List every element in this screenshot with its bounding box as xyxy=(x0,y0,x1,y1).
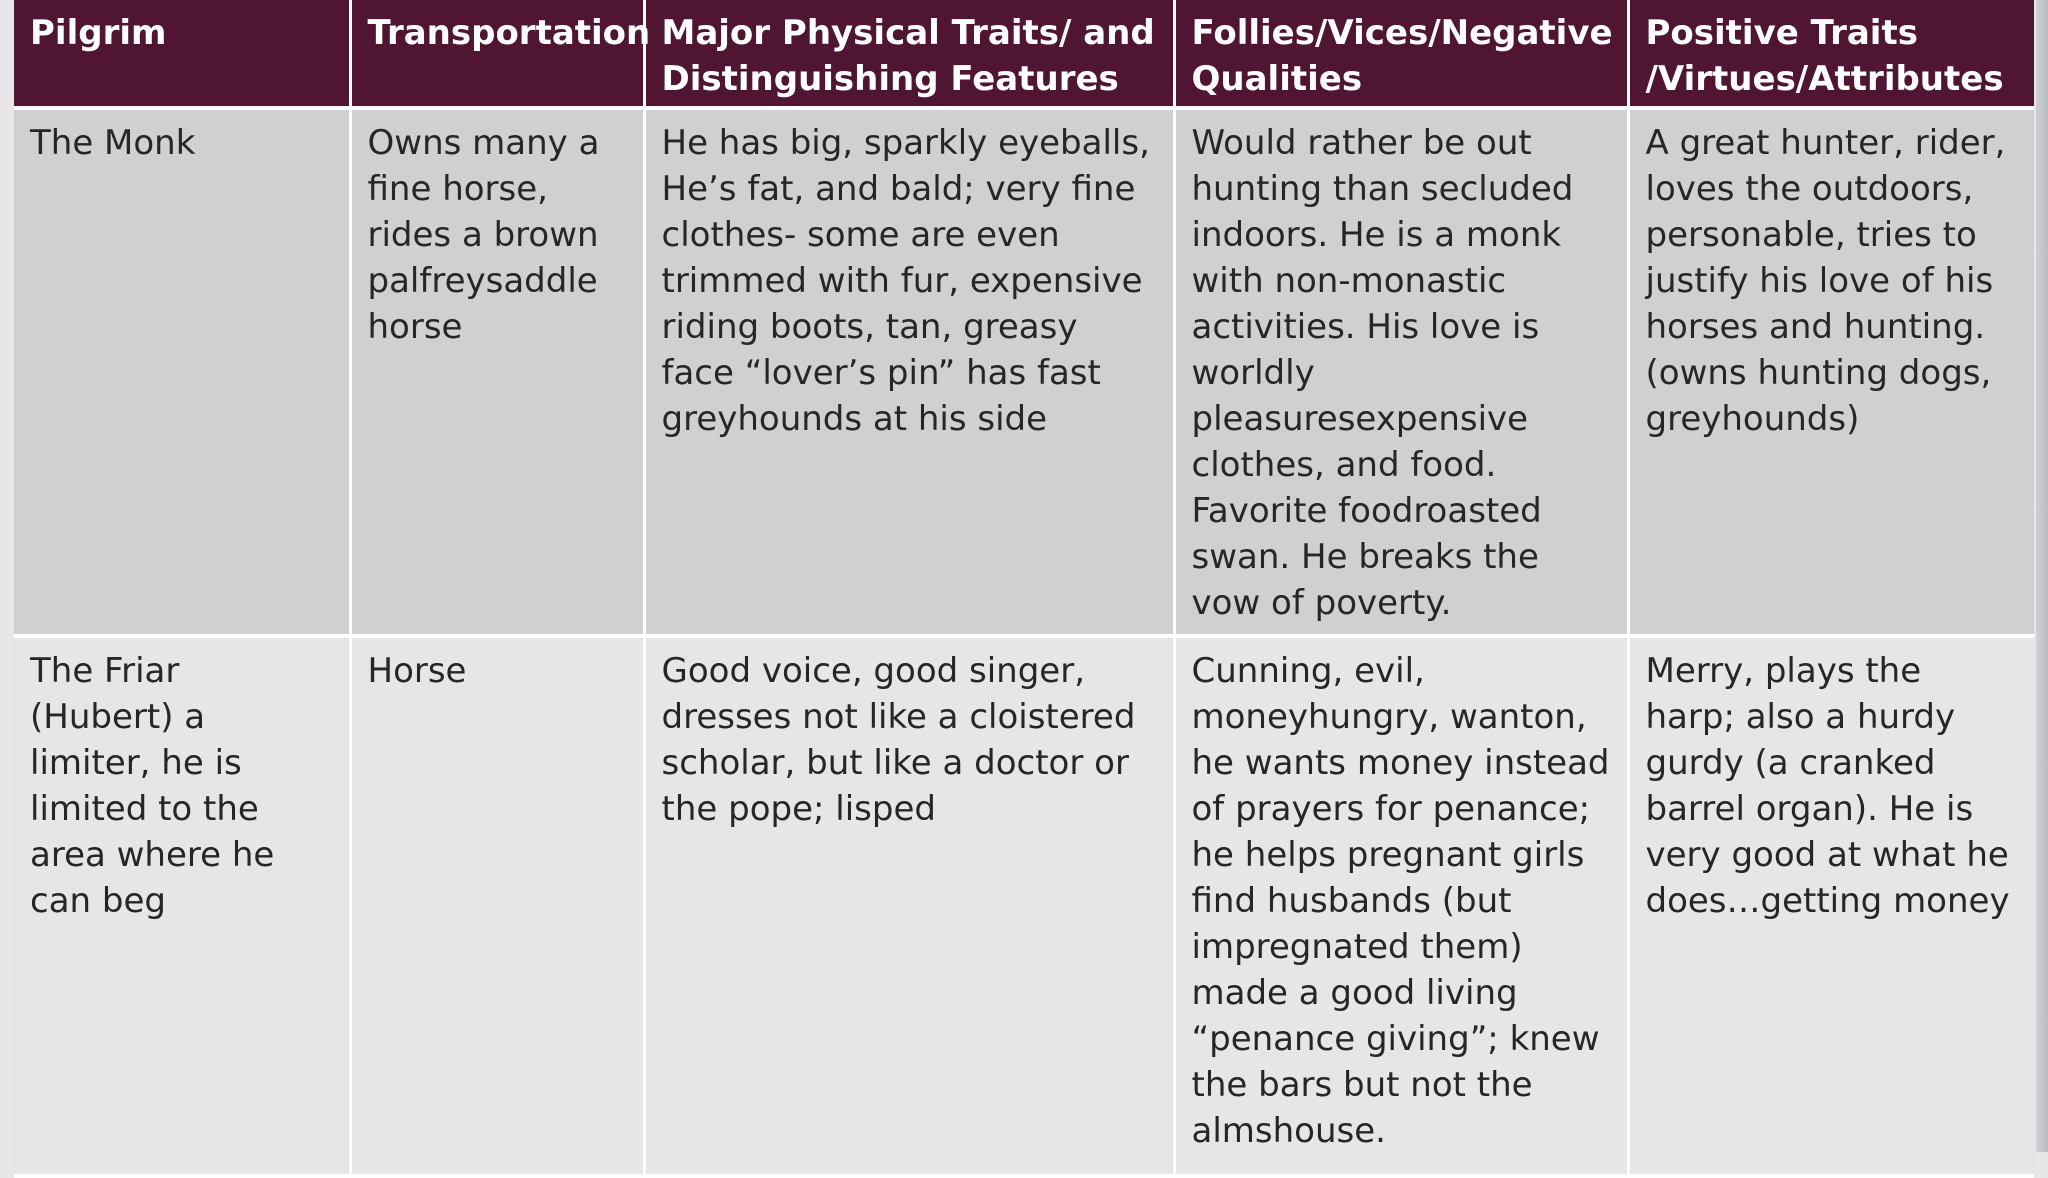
header-transportation: Transportation xyxy=(350,0,644,108)
cell-pilgrim: The Monk xyxy=(14,108,350,636)
cell-physical-traits: Good voice, good singer, dresses not like a cloistered scholar, but like a doctor or the pope; lisped xyxy=(644,636,1174,1176)
slide-edge xyxy=(2036,0,2048,1152)
cell-physical-traits: He has big, sparkly eyeballs, He’s fat, and bald; very fine clothes- some are even trimmed with fur, expensive riding boots, tan, greasy face “lover’s pin” has fast greyhounds at his side xyxy=(644,108,1174,636)
header-vices: Follies/Vices/Negative Qualities xyxy=(1174,0,1628,108)
header-row xyxy=(14,0,2034,108)
header-pilgrim: Pilgrim xyxy=(14,0,350,108)
table-row xyxy=(14,636,2034,1176)
header-physical-traits: Major Physical Traits/ and Distinguishing Features xyxy=(644,0,1174,108)
table-row xyxy=(14,108,2034,636)
cell-transportation: Horse xyxy=(350,636,644,1176)
pilgrims-table xyxy=(14,0,2034,1178)
cell-pilgrim: The Friar (Hubert) a limiter, he is limited to the area where he can beg xyxy=(14,636,350,1176)
table-header xyxy=(14,0,2034,108)
cell-vices: Cunning, evil, moneyhungry, wanton, he wants money instead of prayers for penance; he helps pregnant girls find husbands (but impregnated them) made a good living “penance giving”; knew the bars but not the almshouse. xyxy=(1174,636,1628,1176)
cell-vices: Would rather be out hunting than secluded indoors. He is a monk with non-monastic activities. His love is worldly pleasuresexpensive clothes, and food. Favorite foodroasted swan. He breaks the vow of poverty. xyxy=(1174,108,1628,636)
table-body xyxy=(14,108,2034,1176)
cell-virtues: Merry, plays the harp; also a hurdy gurdy (a cranked barrel organ). He is very good at what he does…getting money xyxy=(1628,636,2034,1176)
cell-virtues: A great hunter, rider, loves the outdoors, personable, tries to justify his love of his horses and hunting. (owns hunting dogs, greyhounds) xyxy=(1628,108,2034,636)
header-virtues: Positive Traits /Virtues/Attributes xyxy=(1628,0,2034,108)
cell-transportation: Owns many a fine horse, rides a brown palfreysaddle horse xyxy=(350,108,644,636)
